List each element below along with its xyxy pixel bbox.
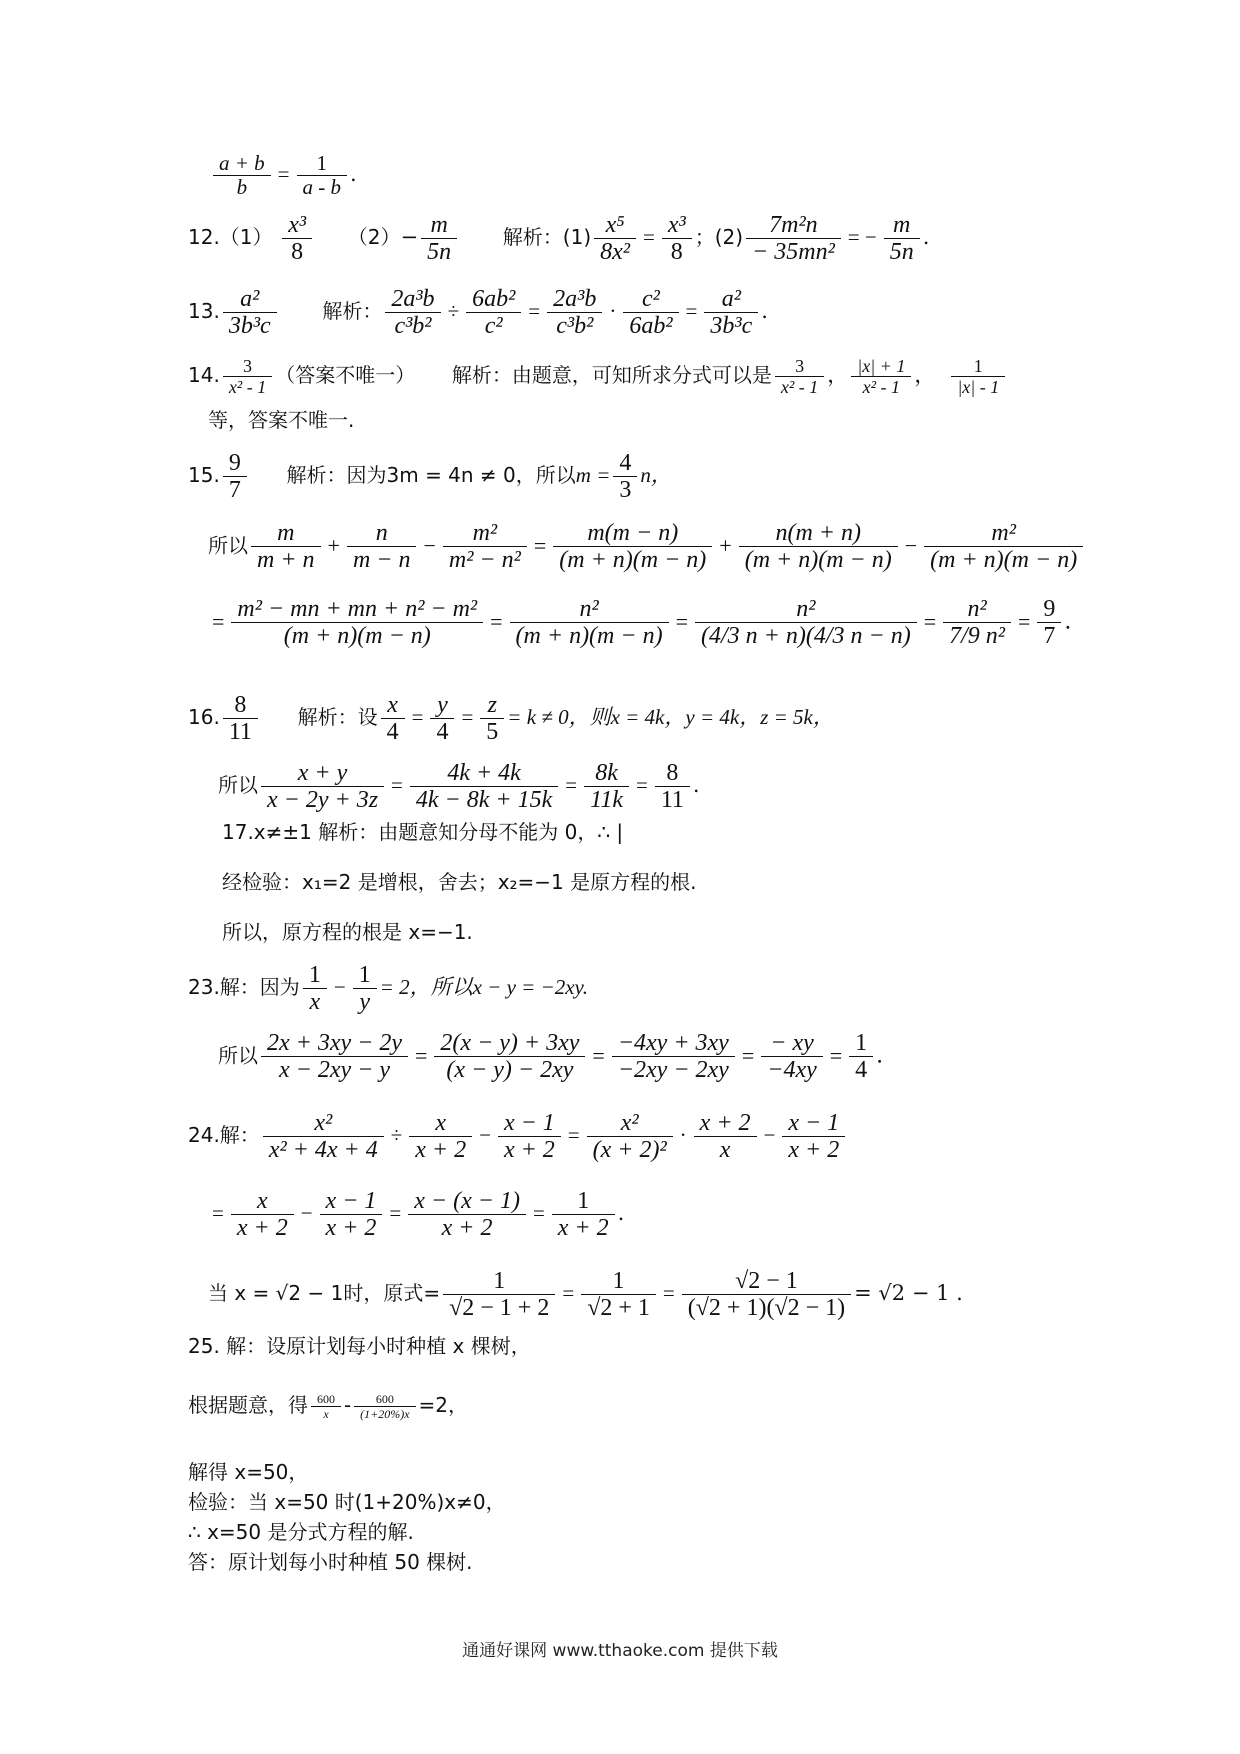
fraction: $\frac{n(m + n)}{(m + n)(m - n)}$ — [739, 520, 898, 573]
fraction: $\frac{x}{4}$ — [381, 692, 405, 745]
fraction: $\frac{\text{m²}}{(m + n)(m - n)}$ — [924, 520, 1083, 573]
fraction: $\frac{n}{m - n}$ — [347, 520, 417, 573]
answer-13: 13. $\frac{\text{a²}}{\text{3b³c}}$ 解析： $\frac{\text{2a³b}}{\text{c³b²}}$ ÷ $\frac{\text{6ab²}}{\text{c²}}$ = $\frac{\text{2a³b}}{\text{c³b²}}$ · $\frac{\text{c²}}{\text{6ab²}}$ = $\frac{\text{a²}}{\text{3b³c}}$ . — [188, 286, 768, 339]
fraction: $\frac{1}{|x| - 1}$ — [951, 356, 1005, 397]
fraction: $\frac{9}{7}$ — [223, 450, 247, 503]
fraction: $\frac{1}{a - b}$ — [297, 152, 348, 199]
fraction: $\frac{600}{x}$ — [311, 1392, 341, 1421]
fraction: $\frac{1}{√2 - 1 + 2}$ — [443, 1268, 555, 1321]
fraction: $\frac{m}{5n}$ — [421, 212, 457, 265]
fraction: $\frac{\text{6ab²}}{\text{c²}}$ — [466, 286, 521, 339]
fraction: $\frac{x - 1}{x + 2}$ — [498, 1110, 561, 1163]
fraction: $\frac{8}{11}$ — [223, 692, 258, 745]
fraction: $\frac{x}{x + 2}$ — [409, 1110, 472, 1163]
answer-23-step: 所以 $\frac{2x + 3xy - 2y}{x - 2xy - y}$ = $\frac{2(x - y) + 3xy}{(x - y) - 2xy}$ = $\frac{-4xy + 3xy}{-2xy - 2xy}$ = $\frac{- xy}{-4xy}$ = $\frac{1}{4}$ . — [218, 1030, 884, 1083]
page-footer: 通通好课网 www.tthaoke.com 提供下载 — [462, 1641, 778, 1661]
fraction: $\frac{600}{(1+20\%)x}$ — [354, 1392, 415, 1421]
fraction: $\frac{x}{x + 2}$ — [231, 1188, 294, 1241]
answer-25-equation: 根据题意，得 $\frac{600}{x}$ - $\frac{600}{(1+20\%)x}$ =2， — [188, 1392, 469, 1421]
fraction: $\frac{1}{x + 2}$ — [552, 1188, 615, 1241]
fraction: $\frac{z}{5}$ — [480, 692, 504, 745]
answer-15-step1: 所以 $\frac{m}{m + n}$ + $\frac{n}{m - n}$ − $\frac{\text{m²}}{\text{m² − n²}}$ = $\frac{m(m - n)}{(m + n)(m - n)}$ + $\frac{n(m + n)}{(m + n)(m - n)}$ − $\frac{\text{m²}}{(m + n)(m - n)}$ — [208, 520, 1086, 573]
fraction: $\frac{x + 2}{x}$ — [694, 1110, 757, 1163]
fraction: $\frac{3}{\text{x² - 1}}$ — [775, 356, 824, 397]
fraction: $\frac{|x| + 1}{\text{x² - 1}}$ — [851, 356, 911, 397]
answer-25: 25. 解：设原计划每小时种植 x 棵树， — [188, 1334, 531, 1358]
fraction: $\frac{y}{4}$ — [430, 692, 454, 745]
answer-17: 17.x≠±1 解析：由题意知分母不能为 0，∴ | — [222, 820, 624, 844]
fraction: $\frac{\text{x²}}{\text{(x + 2)²}}$ — [587, 1110, 673, 1163]
fraction: $\frac{x - 1}{x + 2}$ — [320, 1188, 383, 1241]
fraction: $\frac{\text{n²}}{(4/3 n + n)(4/3 n - n)}$ — [695, 596, 917, 649]
fraction: $\frac{x - 1}{x + 2}$ — [782, 1110, 845, 1163]
fraction: $\frac{x - (x - 1)}{x + 2}$ — [408, 1188, 526, 1241]
fraction: $\frac{1}{4}$ — [849, 1030, 873, 1083]
answer-12: 12.（1） $\frac{\text{x³}}{8}$ （2）− $\frac{m}{5n}$ 解析：(1) $\frac{\text{x⁵}}{\text{8x²}}$ = $\frac{\text{x³}}{8}$ ；(2) $\frac{\text{7m²n}}{\text{− 35mn²}}$ = − $\frac{m}{5n}$ . — [188, 212, 930, 265]
fraction: $\frac{2(x - y) + 3xy}{(x - y) - 2xy}$ — [434, 1030, 585, 1083]
fraction: $\frac{1}{x}$ — [303, 962, 327, 1015]
fraction: $\frac{- xy}{-4xy}$ — [761, 1030, 823, 1083]
verification: 经检验：x₁=2 是增根，舍去；x₂=−1 是原方程的根. — [222, 870, 697, 894]
fraction: $\frac{9}{7}$ — [1037, 596, 1061, 649]
fraction: $\frac{4}{3}$ — [613, 450, 637, 503]
answer-24: 24.解： $\frac{\text{x²}}{\text{x² + 4x + 4}}$ ÷ $\frac{x}{x + 2}$ − $\frac{x - 1}{x + 2}$ = $\frac{\text{x²}}{\text{(x + 2)²}}$ · $\frac{x + 2}{x}$ − $\frac{x - 1}{x + 2}$ — [188, 1110, 848, 1163]
fraction: $\frac{\text{2a³b}}{\text{c³b²}}$ — [547, 286, 602, 339]
fraction: $\frac{3}{\text{x² - 1}}$ — [223, 356, 272, 397]
fraction: $\frac{4k + 4k}{4k - 8k + 15k}$ — [410, 760, 558, 813]
fraction: $\frac{x + y}{x - 2y + 3z}$ — [261, 760, 384, 813]
fraction: $\frac{2x + 3xy - 2y}{x - 2xy - y}$ — [261, 1030, 408, 1083]
fraction: $\frac{\text{x³}}{8}$ — [282, 212, 312, 265]
fraction: $\frac{-4xy + 3xy}{-2xy - 2xy}$ — [612, 1030, 735, 1083]
fraction: $\frac{\text{x²}}{\text{x² + 4x + 4}}$ — [263, 1110, 384, 1163]
fraction: $\frac{\text{c²}}{\text{6ab²}}$ — [623, 286, 678, 339]
answer-16: 16. $\frac{8}{11}$ 解析：设 $\frac{x}{4}$ = $\frac{y}{4}$ = $\frac{z}{5}$ = k ≠ 0，则x = 4k，y = 4k，z = 5k， — [188, 692, 834, 745]
fraction: $\frac{1}{y}$ — [353, 962, 377, 1015]
eq-11: $\frac{a + b}{b}$ = $\frac{1}{a - b}$ . — [210, 152, 357, 199]
answer-16-step: 所以 $\frac{x + y}{x - 2y + 3z}$ = $\frac{4k + 4k}{4k - 8k + 15k}$ = $\frac{8k}{11k}$ = $\frac{8}{11}$ . — [218, 760, 700, 813]
fraction: $\frac{m}{m + n}$ — [251, 520, 321, 573]
answer-25-solve: 解得 x=50， — [188, 1460, 309, 1484]
fraction: $\frac{\text{n²}}{(m + n)(m - n)}$ — [510, 596, 669, 649]
fraction: $\frac{\text{x³}}{8}$ — [662, 212, 692, 265]
fraction: $\frac{8}{11}$ — [655, 760, 690, 813]
fraction: $\frac{m}{5n}$ — [884, 212, 920, 265]
answer-15-step2: = $\frac{\text{m² − mn + mn + n² − m²}}{(m + n)(m - n)}$ = $\frac{\text{n²}}{(m + n)(m - n)}$ = $\frac{\text{n²}}{(4/3 n + n)(4/3 n - n)}$ = $\frac{\text{n²}}{\text{7/9 n²}}$ = $\frac{9}{7}$ . — [212, 596, 1072, 649]
answer-24-step: = $\frac{x}{x + 2}$ − $\frac{x - 1}{x + 2}$ = $\frac{x - (x - 1)}{x + 2}$ = $\frac{1}{x + 2}$ . — [212, 1188, 625, 1241]
fraction: $\frac{\text{7m²n}}{\text{− 35mn²}}$ — [746, 212, 841, 265]
answer-23: 23.解：因为 $\frac{1}{x}$ − $\frac{1}{y}$ = 2，所以x − y = −2xy. — [188, 962, 588, 1015]
fraction: $\frac{\text{n²}}{\text{7/9 n²}}$ — [943, 596, 1011, 649]
fraction: $\frac{\text{a²}}{\text{3b³c}}$ — [223, 286, 277, 339]
fraction: $\frac{\text{2a³b}}{\text{c³b²}}$ — [385, 286, 440, 339]
fraction: $\frac{\text{a²}}{\text{3b³c}}$ — [704, 286, 758, 339]
fraction: $\frac{8k}{11k}$ — [584, 760, 629, 813]
answer-25-conclude: ∴ x=50 是分式方程的解. — [188, 1520, 414, 1544]
answer-25-final: 答：原计划每小时种植 50 棵树. — [188, 1550, 473, 1574]
answer-25-check: 检验：当 x=50 时(1+20%)x≠0， — [188, 1490, 506, 1514]
answer-14-tail: 等，答案不唯一. — [208, 408, 355, 432]
answer-14: 14. $\frac{3}{\text{x² - 1}}$ （答案不唯一） 解析：由题意，可知所求分式可以是 $\frac{3}{\text{x² - 1}}$ ， $\frac{|x| + 1}{\text{x² - 1}}$ ， $\frac{1}{|x| - 1}$ — [188, 356, 1008, 397]
answer-15: 15. $\frac{9}{7}$ 解析：因为3m = 4n ≠ 0，所以m = $\frac{4}{3}$ n， — [188, 450, 672, 503]
fraction: $\frac{√2 - 1}{(√2 + 1)(√2 - 1)}$ — [682, 1268, 851, 1321]
fraction: $\frac{a + b}{b}$ — [213, 152, 271, 199]
fraction: $\frac{1}{√2 + 1}$ — [581, 1268, 656, 1321]
fraction: $\frac{\text{m²}}{\text{m² − n²}}$ — [443, 520, 527, 573]
fraction: $\frac{\text{m² − mn + mn + n² − m²}}{(m + n)(m - n)}$ — [231, 596, 483, 649]
root-conclusion: 所以，原方程的根是 x=−1. — [222, 920, 473, 944]
answer-24-eval: 当 x = √2 − 1时，原式= $\frac{1}{√2 - 1 + 2}$ = $\frac{1}{√2 + 1}$ = $\frac{√2 - 1}{(√2 + 1)(√2 - 1)}$ = √2 − 1 . — [208, 1268, 963, 1321]
fraction: $\frac{\text{x⁵}}{\text{8x²}}$ — [594, 212, 636, 265]
fraction: $\frac{m(m - n)}{(m + n)(m - n)}$ — [553, 520, 712, 573]
